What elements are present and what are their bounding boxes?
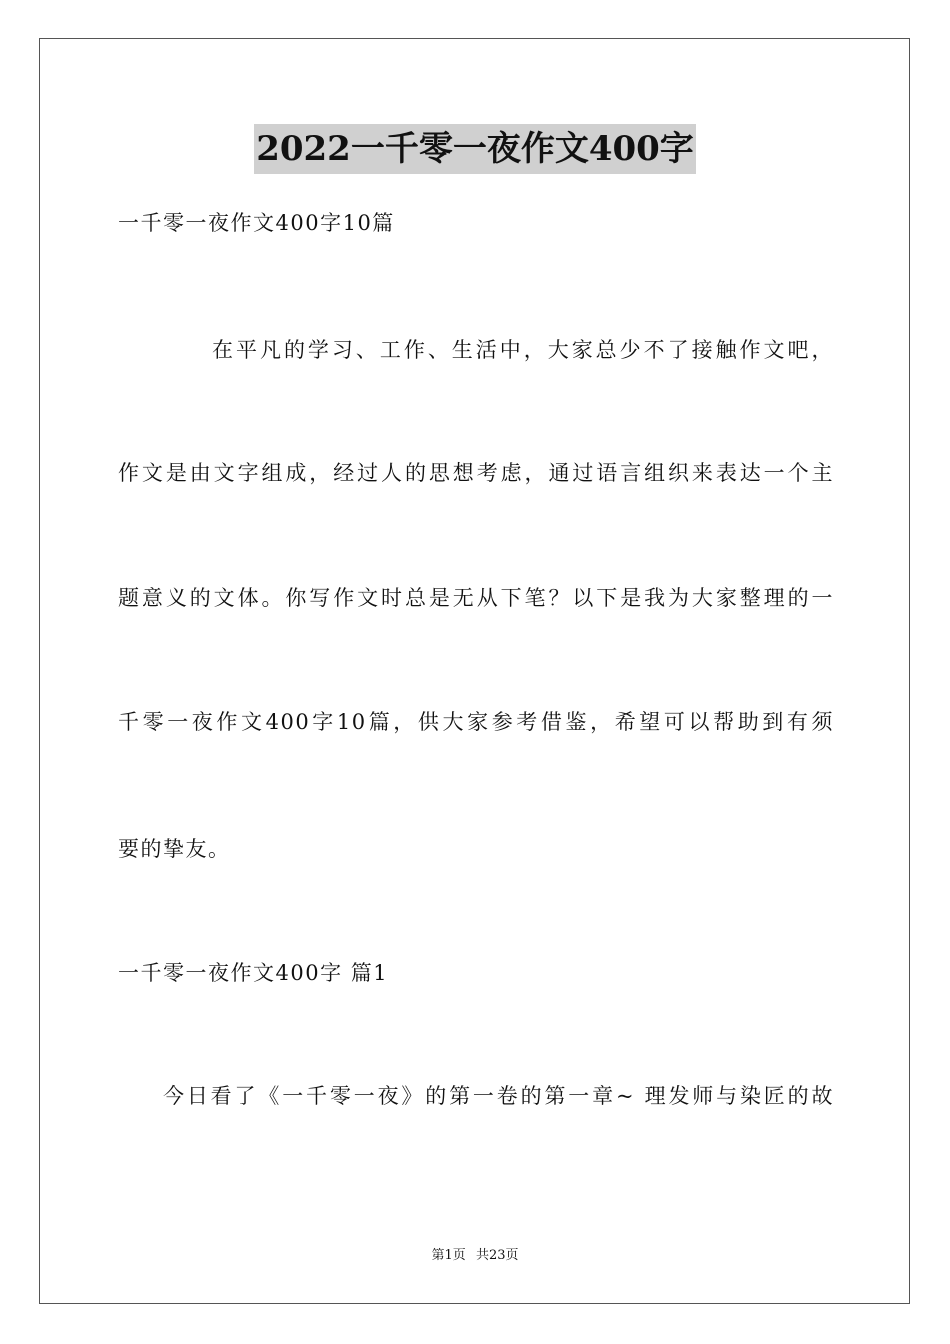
section-heading: 一千零一夜作文400字 篇1 [118,961,389,985]
page-total: 共23页 [475,1248,519,1263]
intro-line-4: 千零一夜作文400字10篇，供大家参考借鉴，希望可以帮助到有须 [118,710,834,734]
title-container [0,124,950,174]
page-footer [0,1246,950,1266]
section-first-line: 今日看了《一千零一夜》的第一卷的第一章~ 理发师与染匠的故 [163,1084,834,1108]
subtitle: 一千零一夜作文400字10篇 [118,211,395,235]
intro-line-5: 要的挚友。 [118,837,231,861]
intro-line-2: 作文是由文字组成，经过人的思想考虑，通过语言组织来表达一个主 [118,461,834,485]
page-number: 第1页 [431,1248,466,1263]
document-title: 2022一千零一夜作文400字 [254,124,696,174]
intro-line-3: 题意义的文体。你写作文时总是无从下笔？以下是我为大家整理的一 [118,586,834,610]
intro-line-1: 在平凡的学习、工作、生活中，大家总少不了接触作文吧， [212,338,834,362]
